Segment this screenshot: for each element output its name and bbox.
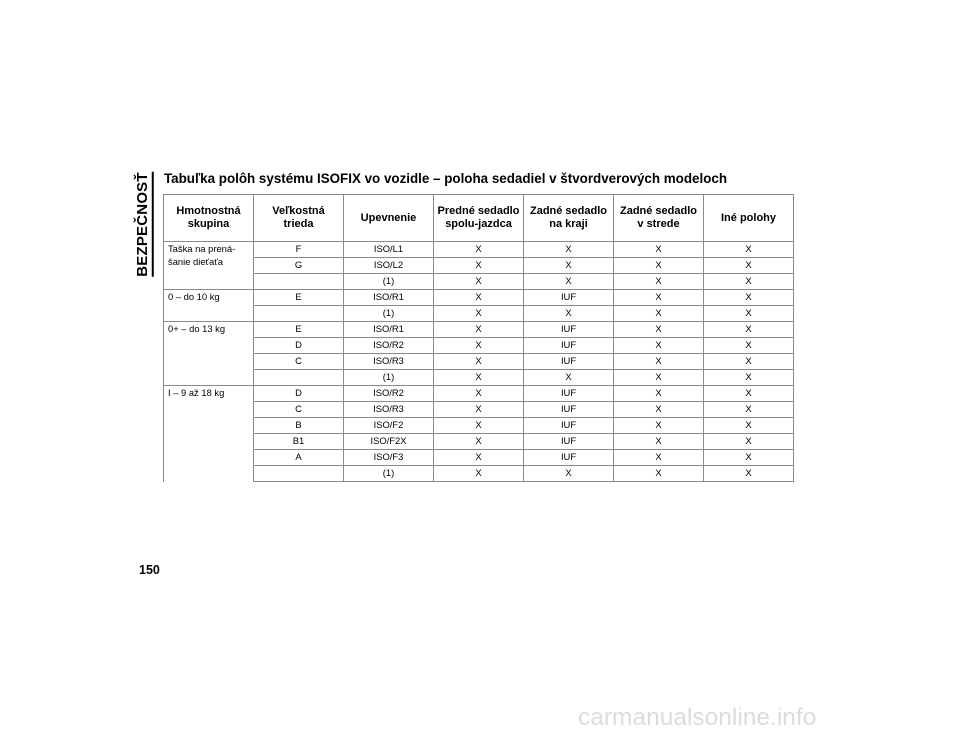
watermark: carmanualsonline.info [578,704,817,731]
header-rear-outboard-seat: Zadné sedadlo na kraji [524,195,614,242]
other-positions-cell: X [704,338,794,354]
rear-outboard-cell: IUF [524,322,614,338]
rear-outboard-cell: X [524,370,614,386]
header-rear-center-seat: Zadné sedadlo v strede [614,195,704,242]
rear-center-cell: X [614,322,704,338]
weight-group-cell: I – 9 až 18 kg [164,386,254,482]
rear-center-cell: X [614,466,704,482]
size-class-cell [254,466,344,482]
fixture-cell: ISO/F3 [344,450,434,466]
table-header-row [164,195,794,242]
front-passenger-cell: X [434,258,524,274]
header-weight-group: Hmotnostná skupina [164,195,254,242]
rear-center-cell: X [614,418,704,434]
rear-center-cell: X [614,306,704,322]
front-passenger-cell: X [434,354,524,370]
front-passenger-cell: X [434,274,524,290]
header-front-passenger-seat: Predné sedadlo spolu-jazdca [434,195,524,242]
size-class-cell: G [254,258,344,274]
front-passenger-cell: X [434,306,524,322]
other-positions-cell: X [704,306,794,322]
other-positions-cell: X [704,386,794,402]
rear-outboard-cell: IUF [524,354,614,370]
other-positions-cell: X [704,242,794,258]
table-row [164,242,794,258]
rear-outboard-cell: X [524,274,614,290]
other-positions-cell: X [704,370,794,386]
rear-center-cell: X [614,370,704,386]
size-class-cell [254,370,344,386]
size-class-cell [254,306,344,322]
rear-center-cell: X [614,274,704,290]
front-passenger-cell: X [434,386,524,402]
weight-group-cell: Taška na prená-šanie dieťaťa [164,242,254,290]
fixture-cell: ISO/F2 [344,418,434,434]
other-positions-cell: X [704,290,794,306]
fixture-cell: ISO/R2 [344,338,434,354]
fixture-cell: ISO/L1 [344,242,434,258]
size-class-cell: F [254,242,344,258]
table-row [164,466,794,482]
fixture-cell: (1) [344,274,434,290]
rear-outboard-cell: IUF [524,450,614,466]
fixture-cell: (1) [344,466,434,482]
other-positions-cell: X [704,354,794,370]
table-row [164,434,794,450]
rear-outboard-cell: IUF [524,402,614,418]
size-class-cell: D [254,338,344,354]
other-positions-cell: X [704,274,794,290]
table-row [164,338,794,354]
table-row [164,290,794,306]
fixture-cell: ISO/F2X [344,434,434,450]
table-row [164,322,794,338]
front-passenger-cell: X [434,402,524,418]
rear-center-cell: X [614,386,704,402]
other-positions-cell: X [704,322,794,338]
section-side-tab [130,168,158,280]
front-passenger-cell: X [434,434,524,450]
other-positions-cell: X [704,466,794,482]
other-positions-cell: X [704,402,794,418]
header-other-positions: Iné polohy [704,195,794,242]
rear-center-cell: X [614,354,704,370]
isofix-positions-table [163,194,794,482]
rear-outboard-cell: X [524,306,614,322]
table-row [164,402,794,418]
table-row [164,354,794,370]
fixture-cell: ISO/R3 [344,354,434,370]
rear-center-cell: X [614,434,704,450]
size-class-cell [254,274,344,290]
rear-outboard-cell: IUF [524,290,614,306]
weight-group-cell: 0+ – do 13 kg [164,322,254,386]
rear-center-cell: X [614,242,704,258]
front-passenger-cell: X [434,418,524,434]
header-size-class: Veľkostná trieda [254,195,344,242]
front-passenger-cell: X [434,338,524,354]
rear-outboard-cell: IUF [524,434,614,450]
size-class-cell: A [254,450,344,466]
front-passenger-cell: X [434,466,524,482]
fixture-cell: ISO/R2 [344,386,434,402]
size-class-cell: C [254,354,344,370]
front-passenger-cell: X [434,370,524,386]
rear-outboard-cell: X [524,242,614,258]
front-passenger-cell: X [434,242,524,258]
other-positions-cell: X [704,418,794,434]
fixture-cell: ISO/R3 [344,402,434,418]
front-passenger-cell: X [434,290,524,306]
header-fixture: Upevnenie [344,195,434,242]
fixture-cell: ISO/R1 [344,322,434,338]
size-class-cell: B1 [254,434,344,450]
table-row [164,274,794,290]
table-row [164,418,794,434]
fixture-cell: ISO/L2 [344,258,434,274]
other-positions-cell: X [704,258,794,274]
fixture-cell: (1) [344,370,434,386]
table-body [164,242,794,482]
size-class-cell: E [254,290,344,306]
table-row [164,306,794,322]
rear-center-cell: X [614,450,704,466]
front-passenger-cell: X [434,322,524,338]
table-title: Tabuľka polôh systému ISOFIX vo vozidle – poloha sedadiel v štvordverových modeloch [164,171,727,186]
rear-center-cell: X [614,338,704,354]
rear-outboard-cell: IUF [524,418,614,434]
page-number: 150 [139,563,160,577]
rear-center-cell: X [614,290,704,306]
rear-center-cell: X [614,258,704,274]
table-row [164,450,794,466]
front-passenger-cell: X [434,450,524,466]
section-label: BEZPEČNOSŤ [135,172,154,277]
size-class-cell: C [254,402,344,418]
size-class-cell: D [254,386,344,402]
table-row [164,258,794,274]
rear-outboard-cell: IUF [524,386,614,402]
table-row [164,370,794,386]
rear-center-cell: X [614,402,704,418]
fixture-cell: ISO/R1 [344,290,434,306]
size-class-cell: B [254,418,344,434]
rear-outboard-cell: IUF [524,338,614,354]
rear-outboard-cell: X [524,466,614,482]
size-class-cell: E [254,322,344,338]
other-positions-cell: X [704,450,794,466]
rear-outboard-cell: X [524,258,614,274]
fixture-cell: (1) [344,306,434,322]
table-row [164,386,794,402]
other-positions-cell: X [704,434,794,450]
weight-group-cell: 0 – do 10 kg [164,290,254,322]
